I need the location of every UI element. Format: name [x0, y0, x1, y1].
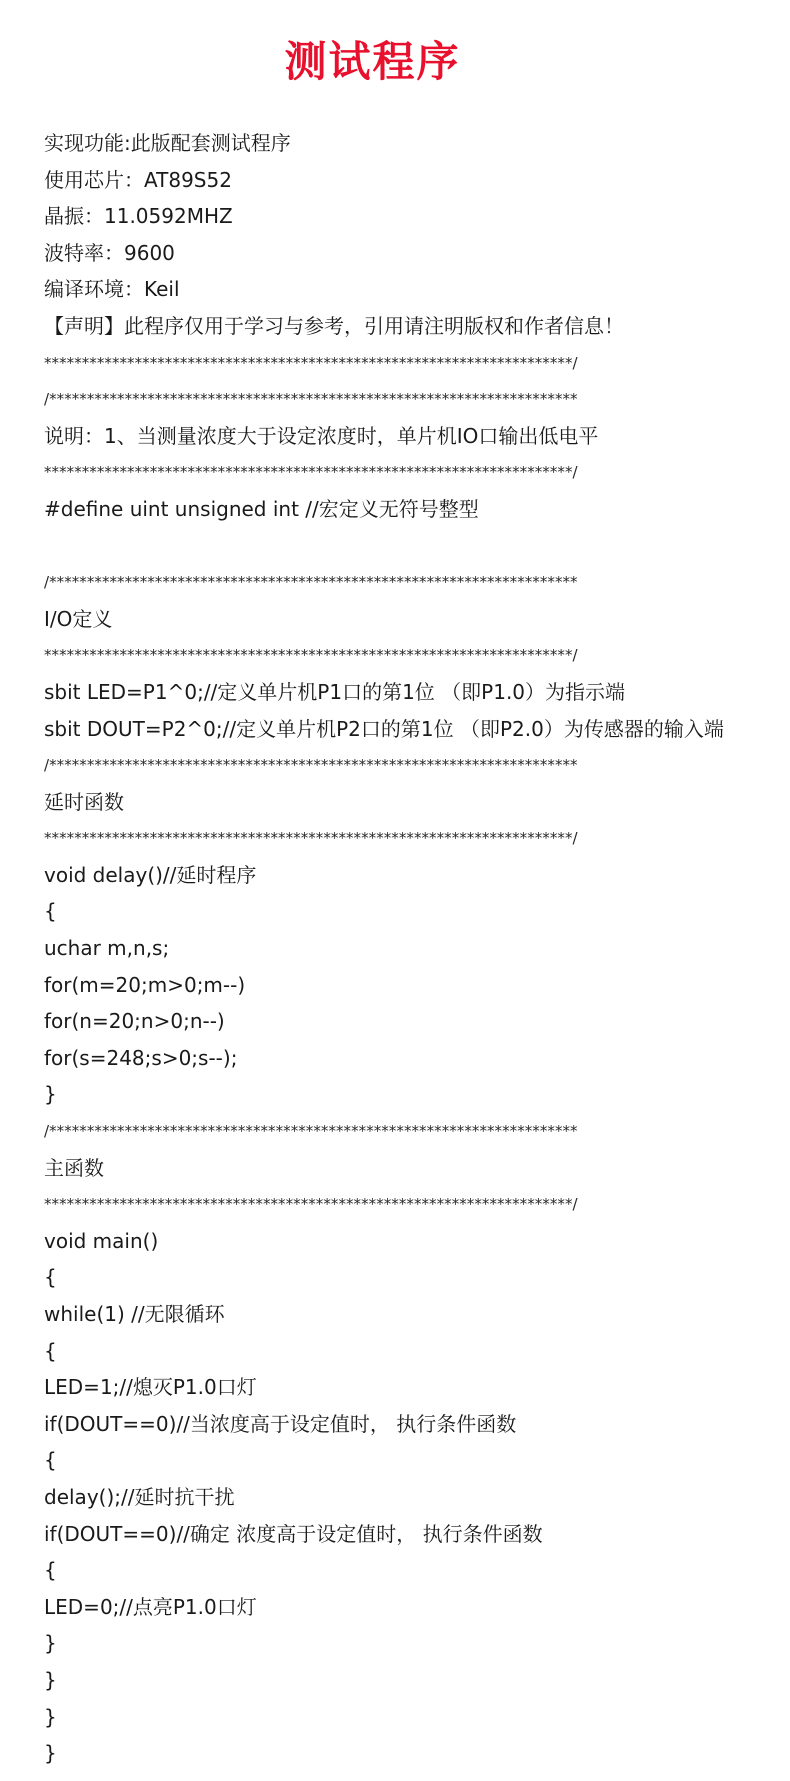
code-line: if(DOUT==0)//确定 浓度高于设定值时， 执行条件函数	[44, 1521, 543, 1546]
code-line: I/O定义	[44, 606, 113, 631]
code-line: {	[44, 1338, 57, 1363]
code-line: {	[44, 1448, 57, 1473]
code-line: while(1) //无限循环	[44, 1302, 225, 1326]
code-line: **********************************************************************/	[44, 463, 578, 482]
code-line: /**********************************************************************	[44, 390, 578, 409]
code-line: /**********************************************************************	[44, 756, 578, 775]
code-listing	[44, 125, 744, 1772]
code-line: #define uint unsigned int //宏定义无符号整型	[44, 496, 479, 521]
code-line: }	[44, 1631, 57, 1656]
code-line: **********************************************************************/	[44, 353, 578, 372]
code-line: /**********************************************************************	[44, 1122, 578, 1141]
code-line	[44, 528, 744, 565]
page-title: 测试程序	[284, 37, 461, 86]
code-line: LED=1;//熄灭P1.0口灯	[44, 1375, 257, 1400]
code-line: delay();//延时抗干扰	[44, 1484, 235, 1509]
code-line: void delay()//延时程序	[44, 862, 257, 887]
code-line: {	[44, 1265, 57, 1290]
code-line: LED=0;//点亮P1.0口灯	[44, 1594, 257, 1619]
code-line: if(DOUT==0)//当浓度高于设定值时， 执行条件函数	[44, 1411, 517, 1436]
code-line: 实现功能:此版配套测试程序	[44, 131, 291, 155]
code-line: 主函数	[44, 1155, 104, 1180]
code-line: sbit LED=P1^0;//定义单片机P1口的第1位 （即P1.0）为指示端	[44, 679, 626, 704]
code-line: /**********************************************************************	[44, 573, 578, 592]
code-line: }	[44, 1741, 57, 1766]
code-line: **********************************************************************/	[44, 646, 578, 665]
code-line: 波特率：9600	[44, 240, 175, 265]
code-line: 延时函数	[44, 789, 124, 814]
code-line: void main()	[44, 1228, 159, 1253]
code-line: **********************************************************************/	[44, 1195, 578, 1214]
code-line: uchar m,n,s;	[44, 936, 170, 961]
code-line: 晶振：11.0592MHZ	[44, 204, 233, 229]
code-line: 【声明】此程序仅用于学习与参考，引用请注明版权和作者信息！	[44, 313, 624, 338]
code-line: }	[44, 1082, 57, 1107]
code-line: 编译环境：Keil	[44, 277, 180, 302]
code-line: sbit DOUT=P2^0;//定义单片机P2口的第1位 （即P2.0）为传感器的输入端	[44, 716, 724, 741]
code-line: 说明：1、当测量浓度大于设定浓度时，单片机IO口输出低电平	[44, 423, 599, 448]
code-line: for(n=20;n>0;n--)	[44, 1009, 225, 1034]
code-line: {	[44, 899, 57, 924]
code-line: }	[44, 1704, 57, 1729]
code-line: for(s=248;s>0;s--);	[44, 1045, 238, 1070]
code-line: {	[44, 1558, 57, 1583]
code-line: for(m=20;m>0;m--)	[44, 972, 246, 997]
code-line: 使用芯片：AT89S52	[44, 167, 232, 192]
code-line: **********************************************************************/	[44, 829, 578, 848]
code-line: }	[44, 1667, 57, 1692]
